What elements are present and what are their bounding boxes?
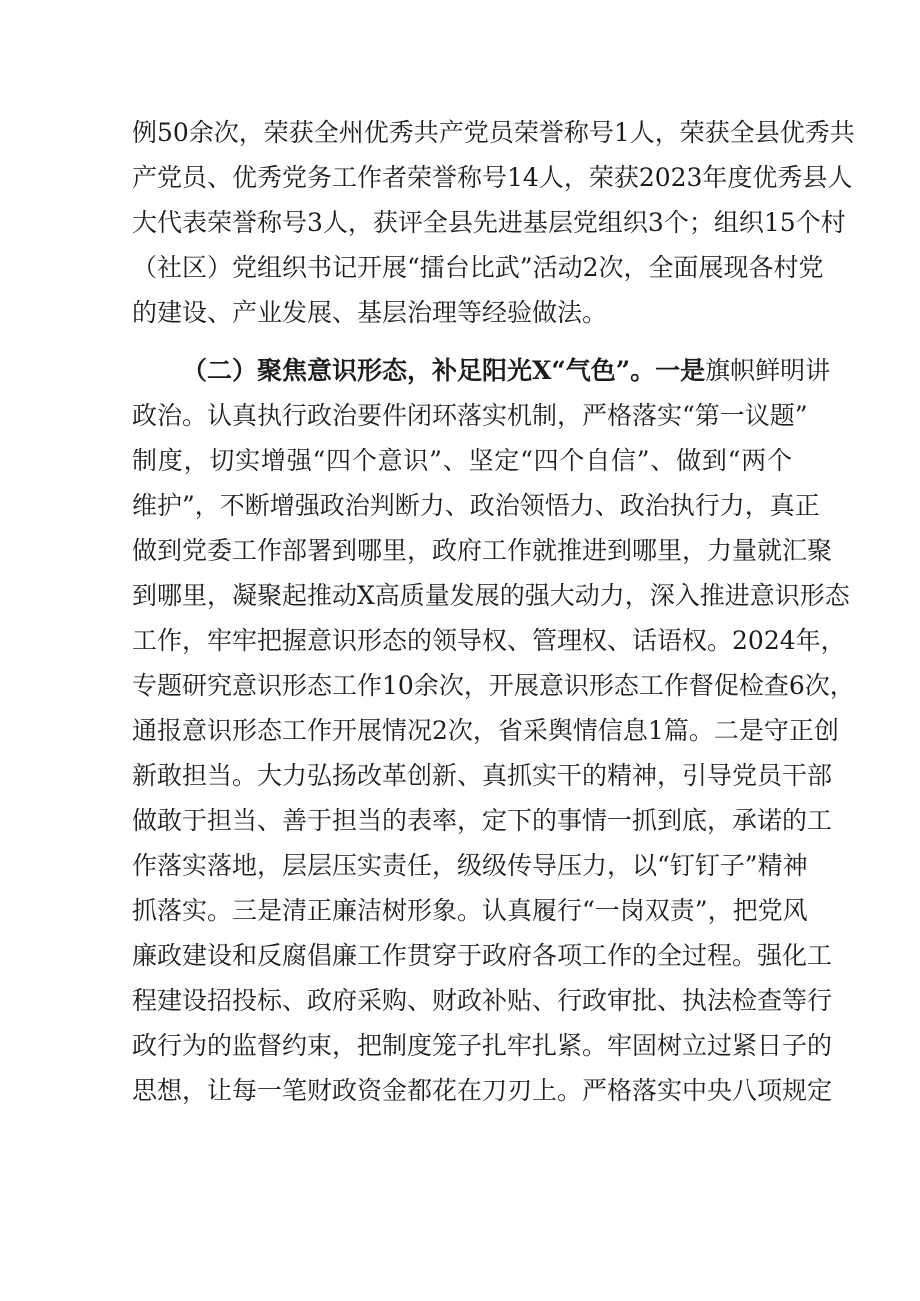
- section-heading: （二）聚焦意识形态，补足阳光X“气色”。一是: [182, 356, 706, 385]
- paragraph-line: 政行为的监督约束，把制度笼子扎牢扎紧。牢固树立过紧日子的: [132, 1031, 833, 1060]
- paragraph-line: 廉政建设和反腐倡廉工作贯穿于政府各项工作的全过程。强化工: [132, 941, 833, 970]
- paragraph-line: 例50余次，荣获全州优秀共产党员荣誉称号1人，荣获全县优秀共: [132, 118, 855, 147]
- paragraph-line: 通报意识形态工作开展情况2次，省采舆情信息1篇。二是守正创: [132, 716, 839, 745]
- paragraph-line: 大代表荣誉称号3人，获评全县先进基层党组织3个；组织15个村: [132, 208, 846, 237]
- paragraph-line: 的建设、产业发展、基层治理等经验做法。: [132, 298, 608, 327]
- paragraph-line: 作落实落地，层层压实责任，级级传导压力，以“钉钉子”精神: [132, 851, 808, 880]
- paragraph-line: 思想，让每一笔财政资金都花在刀刃上。严格落实中央八项规定: [132, 1076, 833, 1105]
- paragraph-line: 抓落实。三是清正廉洁树形象。认真履行“一岗双责”，把党风: [132, 896, 808, 925]
- paragraph-line: 制度，切实增强“四个意识”、坚定“四个自信”、做到“两个: [132, 446, 792, 475]
- section-heading-line: [132, 348, 831, 393]
- paragraph-line: 程建设招投标、政府采购、财政补贴、行政审批、执法检查等行: [132, 986, 833, 1015]
- paragraph-gap: [132, 335, 792, 348]
- paragraph-line: 新敢担当。大力弘扬改革创新、真抓实干的精神，引导党员干部: [132, 761, 833, 790]
- paragraph-line: 专题研究意识形态工作10余次，开展意识形态工作督促检查6次，: [132, 671, 855, 700]
- paragraph-line: 维护”，不断增强政治判断力、政治领悟力、政治执行力，真正: [132, 491, 820, 520]
- paragraph-line: 做到党委工作部署到哪里，政府工作就推进到哪里，力量就汇聚: [132, 536, 833, 565]
- section-heading-tail: 旗帜鲜明讲: [705, 356, 831, 385]
- paragraph-line: 政治。认真执行政治要件闭环落实机制，严格落实“第一议题”: [132, 401, 808, 430]
- paragraph-line: 到哪里，凝聚起推动X高质量发展的强大动力，深入推进意识形态: [132, 581, 850, 610]
- paragraph-line: 做敢于担当、善于担当的表率，定下的事情一抓到底，承诺的工: [132, 806, 833, 835]
- document-body: [132, 110, 855, 1113]
- paragraph-line: 工作，牢牢把握意识形态的领导权、管理权、话语权。2024年，: [132, 626, 846, 655]
- paragraph-line: （社区）党组织书记开展“擂台比武”活动2次，全面展现各村党: [132, 253, 824, 282]
- paragraph-line: 产党员、优秀党务工作者荣誉称号14人，荣获2023年度优秀县人: [132, 163, 853, 192]
